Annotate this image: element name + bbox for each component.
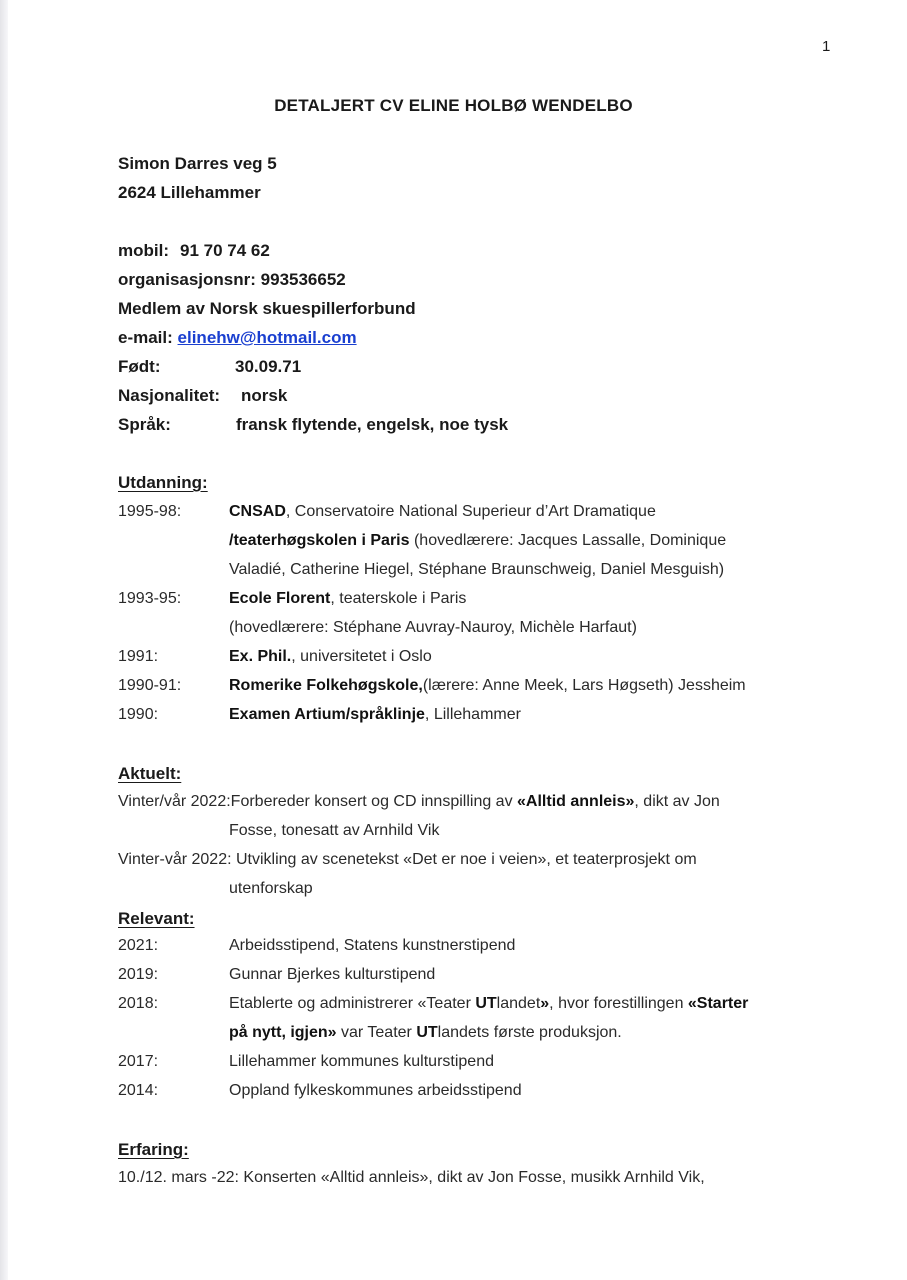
- experience-heading: Erfaring:: [118, 1140, 189, 1159]
- relevant-text: var Teater: [336, 1024, 417, 1041]
- relevant-bold: på nytt, igjen»: [229, 1024, 337, 1041]
- relevant-bold: UT: [416, 1024, 438, 1041]
- education-desc: [229, 677, 746, 695]
- relevant-item-continuation: [229, 1024, 622, 1042]
- education-desc: [229, 648, 432, 666]
- mobile-label: mobil:: [118, 241, 169, 260]
- born-row: [118, 357, 302, 377]
- school-detail: , universitetet i Oslo: [291, 648, 432, 665]
- born-label: Født:: [118, 357, 161, 376]
- current-item-continuation: utenforskap: [229, 880, 313, 897]
- relevant-desc: Arbeidsstipend, Statens kunstnerstipend: [229, 937, 516, 954]
- relevant-text: landet: [496, 995, 541, 1012]
- relevant-text: landets første produksjon.: [437, 1024, 622, 1041]
- school-name: Ex. Phil.: [229, 648, 292, 665]
- relevant-year: 2021:: [118, 937, 159, 954]
- mobile-value: 91 70 74 62: [180, 241, 270, 260]
- email-label: e-mail:: [118, 328, 173, 347]
- education-desc: [229, 706, 521, 724]
- address-line-2: 2624 Lillehammer: [118, 183, 261, 202]
- school-name: Examen Artium/språklinje: [229, 706, 425, 723]
- relevant-text: Etablerte og administrerer «Teater: [229, 995, 476, 1012]
- education-desc: [229, 503, 656, 521]
- language-label: Språk:: [118, 415, 171, 434]
- education-year: 1995-98:: [118, 503, 182, 520]
- school-detail: , Lillehammer: [424, 706, 521, 723]
- relevant-desc: Lillehammer kommunes kulturstipend: [229, 1053, 494, 1070]
- email-link[interactable]: elinehw@hotmail.com: [177, 328, 357, 347]
- education-heading: Utdanning:: [118, 473, 208, 492]
- school-name: /teaterhøgskolen i Paris: [229, 532, 410, 549]
- org-label: organisasjonsnr:: [118, 270, 256, 289]
- relevant-desc: Oppland fylkeskommunes arbeidsstipend: [229, 1082, 522, 1099]
- relevant-desc: [229, 995, 748, 1013]
- education-item-continuation: [229, 532, 726, 550]
- education-item-continuation: Valadié, Catherine Hiegel, Stéphane Braunschweig, Daniel Mesguish): [229, 561, 725, 578]
- language-row: [118, 415, 509, 435]
- current-text: , dikt av Jon: [634, 793, 720, 810]
- relevant-year: 2017:: [118, 1053, 159, 1070]
- org-row: [118, 270, 346, 290]
- mobile-row: [118, 241, 270, 261]
- nationality-row: [118, 386, 288, 406]
- nationality-label: Nasjonalitet:: [118, 386, 221, 405]
- relevant-bold: «Starter: [687, 995, 749, 1012]
- relevant-year: 2018:: [118, 995, 159, 1012]
- relevant-year: 2014:: [118, 1082, 159, 1099]
- address-line-1: Simon Darres veg 5: [118, 154, 277, 173]
- current-text: Vinter/vår 2022:Forbereder konsert og CD innspilling av: [118, 793, 518, 810]
- experience-item: 10./12. mars -22: Konserten «Alltid annleis», dikt av Jon Fosse, musikk Arnhild Vik,: [118, 1169, 705, 1186]
- relevant-bold: UT: [475, 995, 497, 1012]
- relevant-text: , hvor forestillingen: [549, 995, 688, 1012]
- school-detail: (lærere: Anne Meek, Lars Høgseth) Jessheim: [422, 677, 746, 694]
- school-name: Romerike Folkehøgskole,: [229, 677, 423, 694]
- born-value: 30.09.71: [235, 357, 302, 376]
- school-detail: , Conservatoire National Superieur d’Art Dramatique: [285, 503, 656, 520]
- relevant-desc: Gunnar Bjerkes kulturstipend: [229, 966, 436, 983]
- membership: Medlem av Norsk skuespillerforbund: [118, 299, 416, 318]
- work-title: «Alltid annleis»: [517, 793, 635, 810]
- nationality-value: norsk: [241, 386, 288, 405]
- current-heading: Aktuelt:: [118, 764, 182, 783]
- email-row: [118, 328, 357, 348]
- education-item-continuation: (hovedlærere: Stéphane Auvray-Nauroy, Michèle Harfaut): [229, 619, 637, 636]
- relevant-bold: »: [540, 995, 550, 1012]
- school-name: CNSAD: [229, 503, 286, 520]
- current-item-continuation: Fosse, tonesatt av Arnhild Vik: [229, 822, 440, 839]
- relevant-heading: Relevant:: [118, 909, 195, 928]
- current-item: [118, 793, 720, 811]
- document-title: DETALJERT CV ELINE HOLBØ WENDELBO: [274, 96, 633, 115]
- education-year: 1990:: [118, 706, 159, 723]
- org-value: 993536652: [260, 270, 346, 289]
- education-year: 1991:: [118, 648, 159, 665]
- school-detail: , teaterskole i Paris: [330, 590, 467, 607]
- relevant-year: 2019:: [118, 966, 159, 983]
- page-number: 1: [822, 38, 831, 55]
- school-detail: (hovedlærere: Jacques Lassalle, Dominique: [409, 532, 727, 549]
- school-name: Ecole Florent: [229, 590, 331, 607]
- education-year: 1990-91:: [118, 677, 182, 694]
- current-item: Vinter-vår 2022: Utvikling av scenetekst «Det er noe i veien», et teaterprosjekt om: [118, 851, 697, 868]
- education-year: 1993-95:: [118, 590, 182, 607]
- language-value: fransk flytende, engelsk, noe tysk: [236, 415, 509, 434]
- education-desc: [229, 590, 466, 608]
